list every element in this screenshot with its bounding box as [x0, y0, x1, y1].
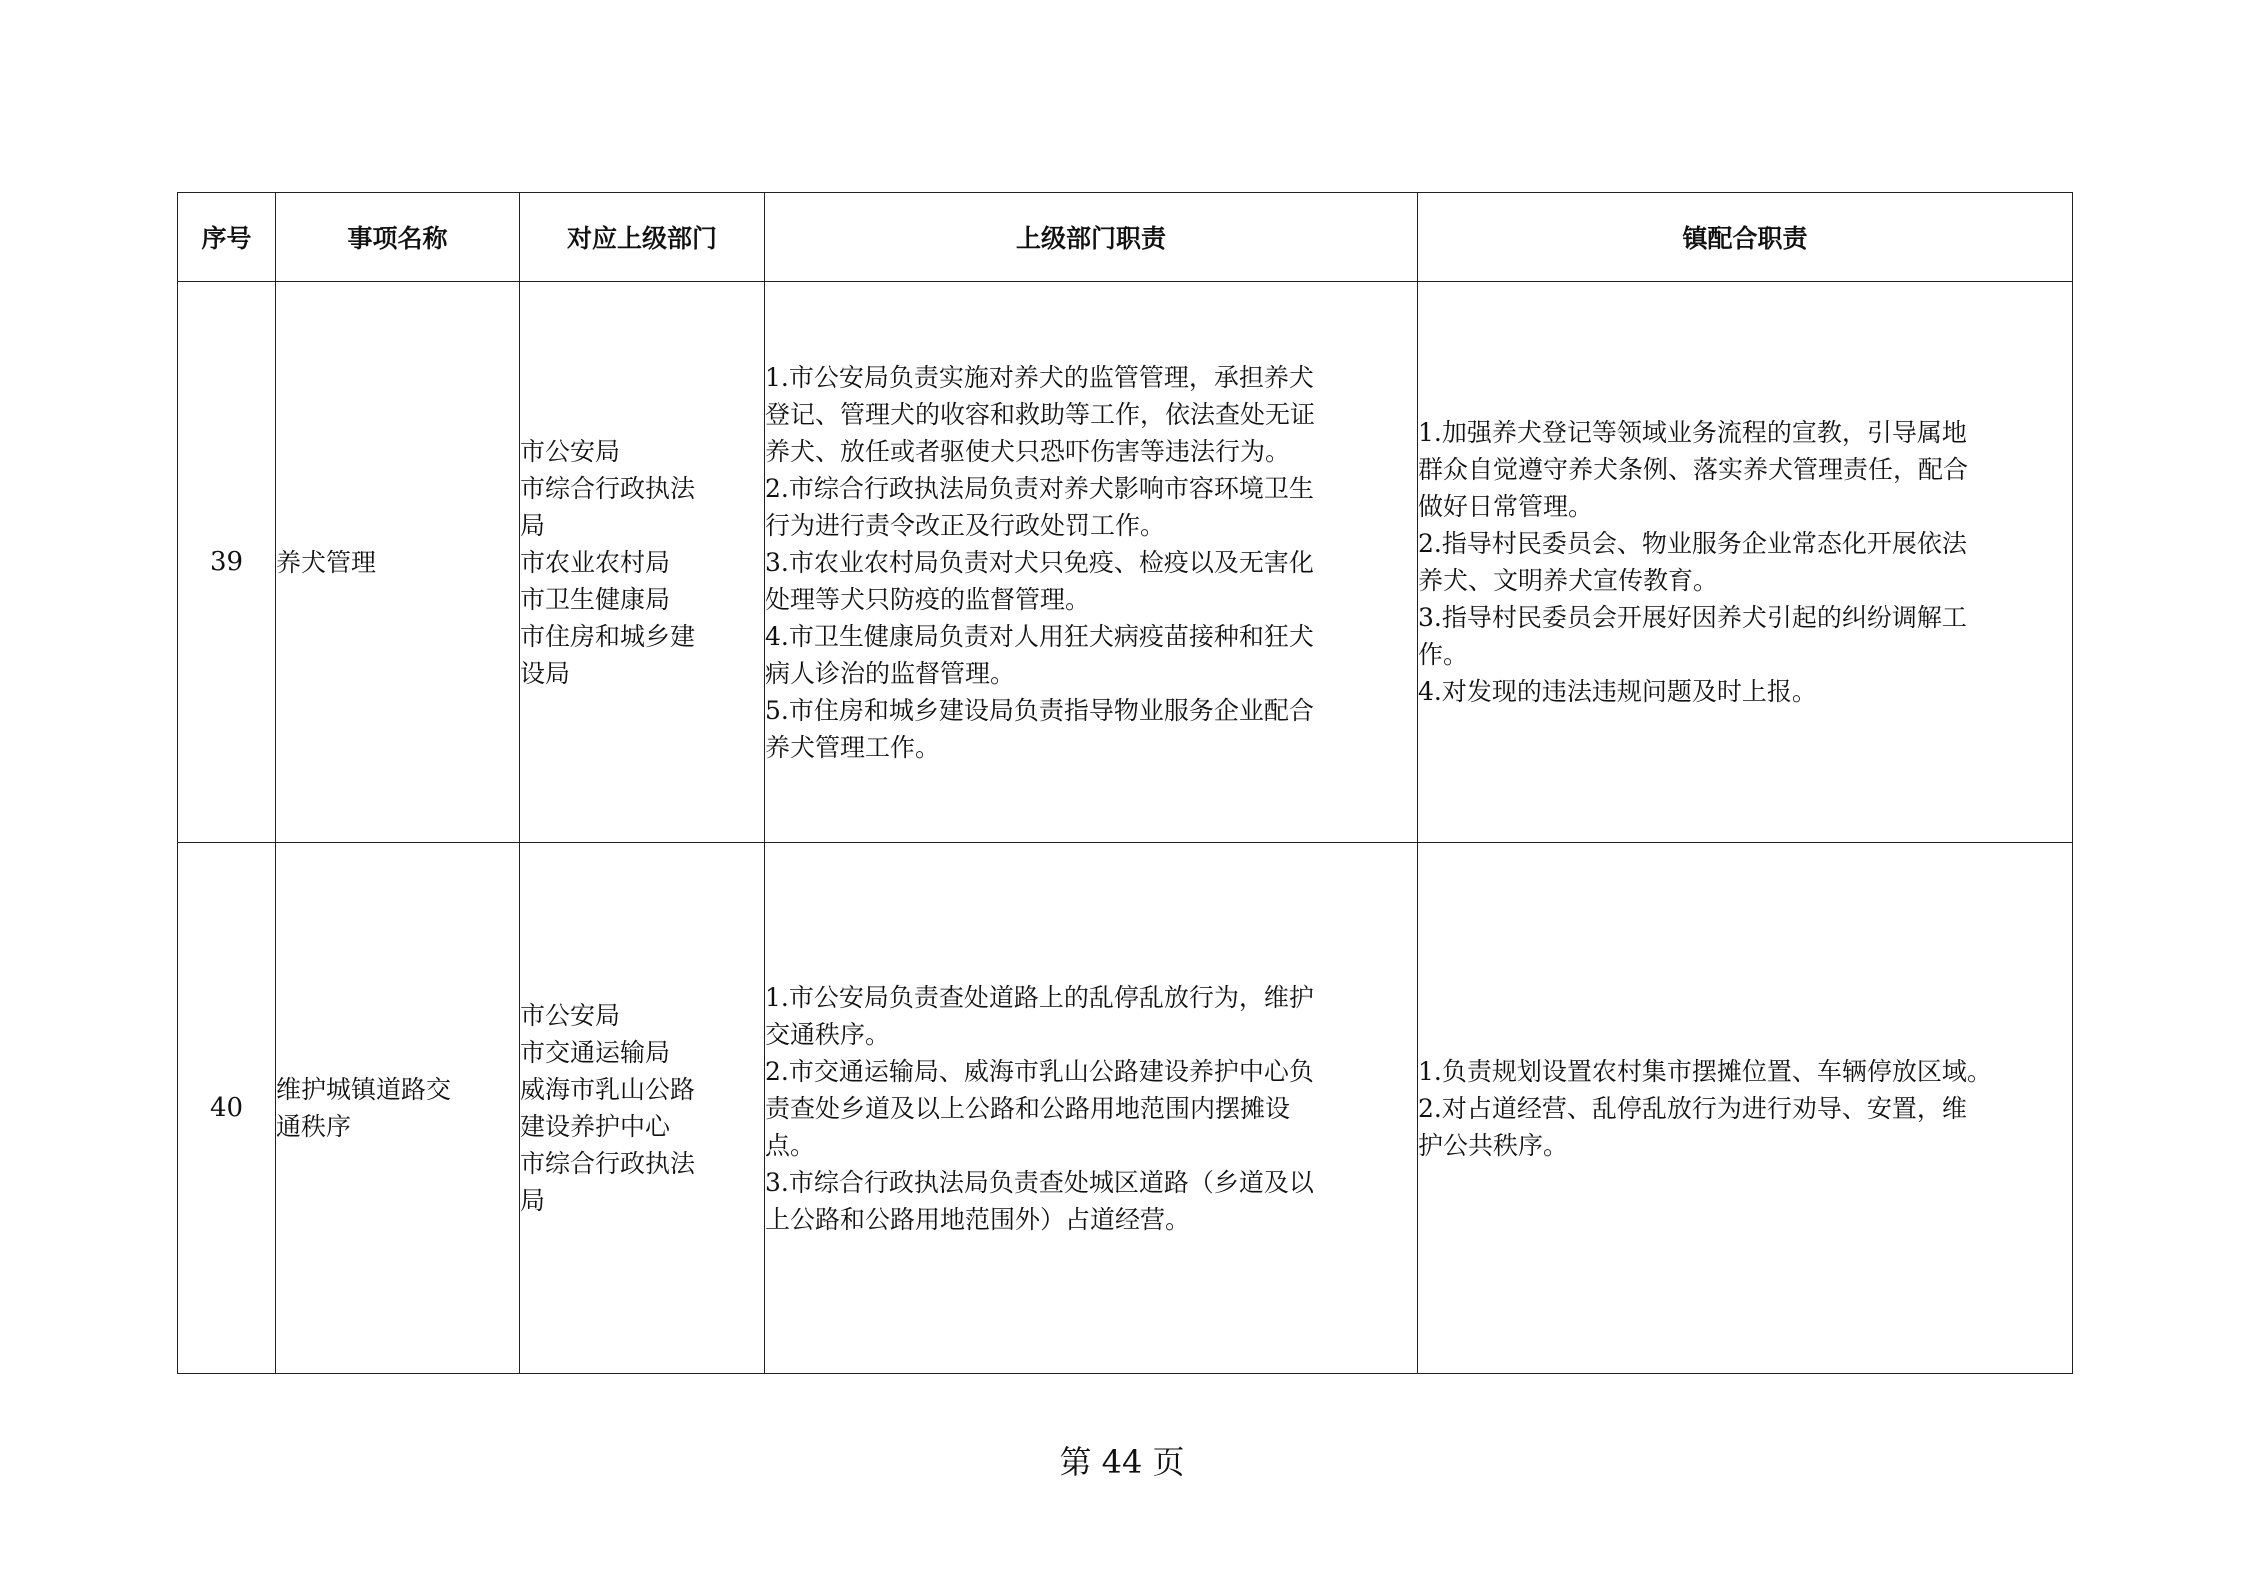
town-duty-line: 护公共秩序。 — [1418, 1130, 1569, 1160]
header-item-name: 事项名称 — [276, 193, 520, 282]
town-duty-line: 2.指导村民委员会、物业服务企业常态化开展依法 — [1418, 529, 1967, 558]
superior-duty-line: 养犬、放任或者驱使犬只恐吓伤害等违法行为。 — [765, 436, 1291, 466]
superior-duty-line: 病人诊治的监督管理。 — [765, 658, 1016, 688]
item-name-line: 养犬管理 — [276, 547, 377, 577]
row-number: 40 — [178, 843, 276, 1374]
dept-line: 市交通运输局 — [520, 1038, 671, 1067]
dept-line: 市综合行政执法 — [520, 473, 696, 503]
superior-duty-line: 点。 — [765, 1130, 816, 1160]
header-town-duty: 镇配合职责 — [1418, 193, 2073, 282]
dept-line: 威海市乳山公路 — [520, 1075, 696, 1104]
header-superior-duty: 上级部门职责 — [765, 193, 1418, 282]
dept-line: 市公安局 — [520, 1001, 621, 1030]
duty-table — [177, 192, 2073, 1374]
table-row — [178, 843, 2073, 1374]
superior-duty-line: 3.市农业农村局负责对犬只免疫、检疫以及无害化 — [765, 547, 1314, 577]
town-duty-line: 2.对占道经营、乱停乱放行为进行劝导、安置，维 — [1418, 1093, 1967, 1123]
town-duty-line: 1.加强养犬登记等领域业务流程的宣教，引导属地 — [1418, 418, 1967, 447]
superior-duty-line: 交通秩序。 — [765, 1019, 891, 1049]
superior-duty-line: 上公路和公路用地范围外）占道经营。 — [765, 1204, 1191, 1234]
dept-cell — [520, 282, 765, 843]
superior-duty-line: 行为进行责令改正及行政处罚工作。 — [765, 510, 1166, 540]
superior-duty-line: 养犬管理工作。 — [765, 732, 941, 762]
superior-duty-line: 1.市公安局负责实施对养犬的监管管理，承担养犬 — [765, 362, 1314, 392]
town-duty-line: 做好日常管理。 — [1418, 492, 1594, 521]
town-duty-line: 作。 — [1418, 640, 1469, 669]
item-name-line: 通秩序 — [276, 1112, 352, 1141]
dept-cell — [520, 843, 765, 1374]
town-duty-cell — [1418, 282, 2073, 843]
dept-line: 市住房和城乡建 — [520, 621, 696, 651]
dept-line: 建设养护中心 — [520, 1112, 671, 1141]
superior-duty-line: 5.市住房和城乡建设局负责指导物业服务企业配合 — [765, 695, 1314, 725]
town-duty-line: 4.对发现的违法违规问题及时上报。 — [1418, 677, 1817, 706]
table-row — [178, 282, 2073, 843]
town-duty-line: 群众自觉遵守养犬条例、落实养犬管理责任，配合 — [1418, 455, 1969, 484]
page-number: 第 44 页 — [1059, 1443, 1185, 1481]
superior-duty-line: 2.市交通运输局、威海市乳山公路建设养护中心负 — [765, 1056, 1314, 1086]
item-name-line: 维护城镇道路交 — [276, 1075, 452, 1104]
superior-duty-line: 1.市公安局负责查处道路上的乱停乱放行为，维护 — [765, 982, 1314, 1012]
superior-duty-line: 3.市综合行政执法局负责查处城区道路（乡道及以 — [765, 1167, 1314, 1197]
town-duty-cell — [1418, 843, 2073, 1374]
superior-duty-cell — [765, 282, 1418, 843]
row-number: 39 — [178, 282, 276, 843]
town-duty-line: 3.指导村民委员会开展好因养犬引起的纠纷调解工 — [1418, 603, 1967, 632]
header-superior-dept: 对应上级部门 — [520, 193, 765, 282]
superior-duty-line: 责查处乡道及以上公路和公路用地范围内摆摊设 — [765, 1093, 1291, 1123]
dept-line: 设局 — [520, 658, 571, 688]
superior-duty-line: 4.市卫生健康局负责对人用狂犬病疫苗接种和狂犬 — [765, 621, 1314, 651]
town-duty-line: 1.负责规划设置农村集市摆摊位置、车辆停放区域。 — [1418, 1056, 1992, 1086]
dept-line: 市卫生健康局 — [520, 584, 671, 614]
item-name-cell — [276, 282, 520, 843]
superior-duty-line: 处理等犬只防疫的监督管理。 — [765, 584, 1091, 614]
superior-duty-line: 登记、管理犬的收容和救助等工作，依法查处无证 — [765, 399, 1316, 429]
header-num: 序号 — [178, 193, 276, 282]
item-name-cell — [276, 843, 520, 1374]
dept-line: 市公安局 — [520, 436, 621, 466]
dept-line: 局 — [520, 510, 546, 540]
dept-line: 局 — [520, 1186, 546, 1215]
superior-duty-line: 2.市综合行政执法局负责对养犬影响市容环境卫生 — [765, 473, 1314, 503]
town-duty-line: 养犬、文明养犬宣传教育。 — [1418, 566, 1719, 595]
dept-line: 市综合行政执法 — [520, 1149, 696, 1178]
table-header-row — [178, 193, 2073, 282]
dept-line: 市农业农村局 — [520, 547, 671, 577]
superior-duty-cell — [765, 843, 1418, 1374]
